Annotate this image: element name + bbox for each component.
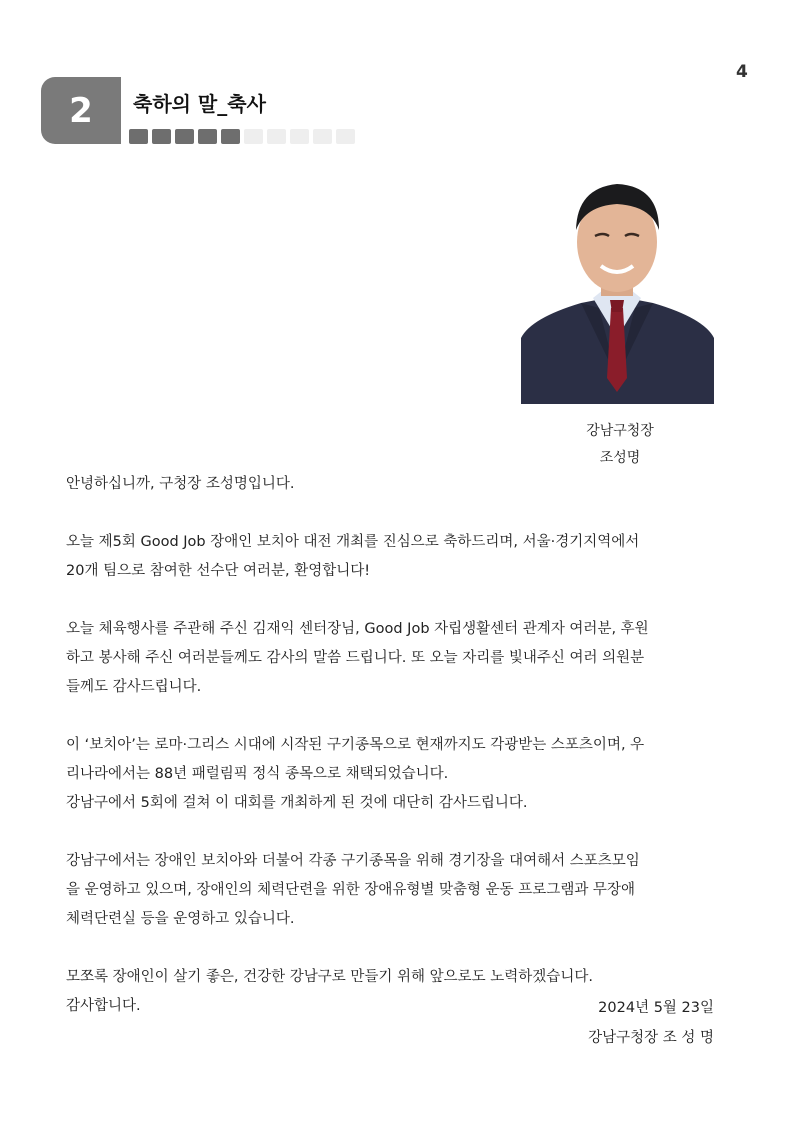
- text-line: 오늘 제5회 Good Job 장애인 보치아 대전 개최를 진심으로 축하드리며, 서울·경기지역에서: [66, 534, 640, 550]
- text-line: 강남구에서 5회에 걸쳐 이 대회를 개최하게 된 것에 대단히 감사드립니다.: [66, 795, 528, 811]
- progress-segment: [152, 129, 171, 144]
- progress-segment: [290, 129, 309, 144]
- progress-segment: [267, 129, 286, 144]
- speech-paragraph-3: [66, 731, 726, 818]
- section-title: 축하의 말_축사: [133, 92, 266, 116]
- speech-paragraph-1: [66, 528, 726, 586]
- signoff-block: [588, 993, 714, 1053]
- progress-segment: [129, 129, 148, 144]
- text-line: 하고 봉사해 주신 여러분들께도 감사의 말씀 드립니다. 또 오늘 자리를 빛내주신 여러 의원분: [66, 650, 645, 666]
- portrait-caption: [540, 418, 700, 472]
- text-line: 20개 팀으로 참여한 선수단 여러분, 환영합니다!: [66, 563, 371, 579]
- text-line: 감사합니다.: [66, 998, 141, 1014]
- text-line: 이 ‘보치아’는 로마·그리스 시대에 시작된 구기종목으로 현재까지도 각광받는 스포츠이며, 우: [66, 737, 645, 753]
- progress-segment: [221, 129, 240, 144]
- speech-paragraph-4: [66, 847, 726, 934]
- progress-segment: [198, 129, 217, 144]
- section-progress-indicator: [129, 129, 355, 144]
- text-line: 모쪼록 장애인이 살기 좋은, 건강한 강남구로 만들기 위해 앞으로도 노력하겠습니다.: [66, 969, 593, 985]
- speech-paragraph-2: [66, 615, 726, 702]
- greeting-line: 안녕하십니까, 구청장 조성명입니다.: [66, 476, 295, 492]
- progress-segment: [244, 129, 263, 144]
- text-line: 오늘 체육행사를 주관해 주신 김재익 센터장님, Good Job 자립생활센터 관계자 여러분, 후원: [66, 621, 649, 637]
- text-line: 체력단련실 등을 운영하고 있습니다.: [66, 911, 295, 927]
- mayor-portrait-photo: [521, 178, 714, 404]
- caption-title: 강남구청장: [586, 423, 654, 439]
- caption-name: 조성명: [599, 450, 641, 466]
- greeting-paragraph: [66, 470, 726, 499]
- speech-date: 2024년 5월 23일: [598, 1000, 714, 1016]
- congratulatory-speech-body: [66, 470, 726, 1021]
- page-number: 4: [736, 62, 748, 82]
- progress-segment: [175, 129, 194, 144]
- progress-segment: [336, 129, 355, 144]
- text-line: 을 운영하고 있으며, 장애인의 체력단련을 위한 장애유형별 맞춤형 운동 프로그램과 무장애: [66, 882, 635, 898]
- text-line: 리나라에서는 88년 패럴림픽 정식 종목으로 채택되었습니다.: [66, 766, 449, 782]
- progress-segment: [313, 129, 332, 144]
- text-line: 들께도 감사드립니다.: [66, 679, 202, 695]
- text-line: 강남구에서는 장애인 보치아와 더불어 각종 구기종목을 위해 경기장을 대여해서 스포츠모임: [66, 853, 640, 869]
- signature: 강남구청장 조 성 명: [588, 1030, 714, 1046]
- section-number-badge: 2: [41, 77, 121, 144]
